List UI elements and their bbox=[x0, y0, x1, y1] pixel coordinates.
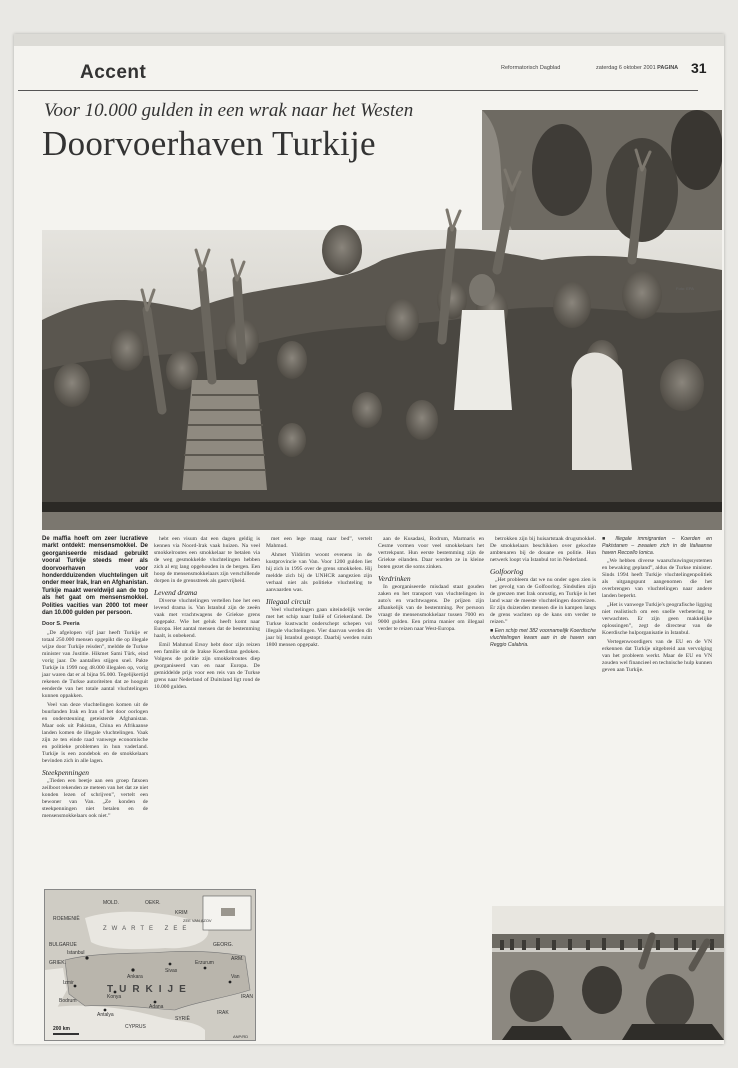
map-label: ROEMENIË bbox=[53, 916, 80, 922]
paragraph: Diverse vluchtelingen vertellen hoe het een levend drama is. Van Istanbul zijn de zeeën vaak met vrachtwagens de Griekse grens opgepakt. Wie het geluk heeft komt naar Europa. Het aantal mensen dat de bestemming haalt, is onbekend. bbox=[154, 598, 260, 639]
column-6 bbox=[602, 536, 712, 676]
subheading: Levend drama bbox=[154, 588, 198, 597]
map-label: SYRIË bbox=[175, 1016, 191, 1022]
subheading: Verdrinken bbox=[378, 574, 411, 583]
paragraph: met een lege maag naar bed”, vertelt Mahmud. bbox=[266, 536, 372, 549]
paragraph: hebt een visum dat een dagen geldig is kennen via Noord-Irak vaak huizen. Na veel smokkelroutes een smokkelaar te betalen via de weg gesmokkelde vluchtelingen hebben zich al erg lang opgehouden in de bergen. Een hoop de mensensmokkelaars zijn verschillende dorpen in de grensstreek als gastvrijheid. bbox=[154, 536, 260, 584]
column-2 bbox=[154, 536, 260, 693]
map-label: ZEE VAN AZOV bbox=[183, 918, 212, 923]
main-photo bbox=[42, 110, 722, 530]
map-label: BULGARIJE bbox=[49, 942, 77, 948]
caption-bullet: ■ bbox=[490, 628, 494, 634]
map-source: ANP/RD bbox=[233, 1034, 249, 1039]
map-label: Adana bbox=[149, 1004, 164, 1010]
caption-text: Illegale immigranten – Koerden en Pakistanen – zwaaien zich in de Italiaanse haven Reccello Ionica. bbox=[602, 536, 712, 556]
paragraph: Veel vluchtelingen gaan uiteindelijk verder met het schip naar Italië of Griekenland. De Turkse kustwacht onderschept schepen vol illegale vluchtelingen. Vier daarvan werden dit jaar bij Istanbul gestopt. Daarbij werden ruim 1800 mensen opgepakt. bbox=[266, 607, 372, 648]
paragraph: „Tieden een beetje aan een groep fatsoen zeilboot rekenden ze meteen van het dat ze niet konden lezen of schrijven”, vertelt een bewoner van Van. „Ze konden de steekpenningen niet betalen en de mensensmokkelaars ook niet.” bbox=[42, 778, 148, 820]
subheading: Golfoorlog bbox=[490, 567, 524, 576]
paragraph: „Het probleem dat we nu onder ogen zien is het gevolg van de Golfoorlog. Sindsdien zijn de grenzen met Irak onrustig, en Turkije is het land waar de meeste vluchtelingen doorreizen. Er zijn duizenden mensen die in kampen langs de grens wachten op de kans om verder te reizen.” bbox=[490, 577, 596, 625]
article-headline: Doorvoerhaven Turkije bbox=[42, 124, 376, 163]
paragraph: aan de Kusadasi, Bodrum, Marmaris en Cesme vormen voor veel smokkelaars het vertrekpunt. Hun eerste bestemming zijn de Griekse eilanden. Daar worden ze in kleine boten gezet die soms zinken. bbox=[378, 536, 484, 570]
paragraph: „We hebben diverse waarschuwingssystemen en bewaking gepland”, aldus de Turkse minister. Sinds 1994 heeft Turkije vluchtelingenpolitiek als uitgangspunt aangenomen die het overbrengen van vluchtelingen naar andere landen beperkt. bbox=[602, 558, 712, 600]
map-label: IRAN bbox=[241, 994, 253, 1000]
map-scale-bar bbox=[53, 1033, 79, 1035]
issue-date bbox=[596, 65, 678, 71]
map-label: IRAK bbox=[217, 1010, 229, 1016]
column-4 bbox=[378, 536, 484, 635]
column-3 bbox=[266, 536, 372, 651]
newspaper-page bbox=[14, 34, 724, 1044]
second-photo bbox=[492, 906, 724, 1040]
issue-date-text: zaterdag 6 oktober 2001 bbox=[596, 65, 656, 71]
photo-credit: Foto: EPA bbox=[676, 286, 694, 291]
article-intro: De maffia hoeft om zeer lucratieve markt ontdekt: mensensmokkel. De georganiseerde misdaad gebruikt vooral Turkije steeds meer als doorvoerhaven voor honderdduizenden vluchtelingen uit onder meer Irak, Iran en Afghanistan. Turkije maakt wereldwijd aan de top als het gaat om mensensmokkel. Polities vacities van 2000 tot meer dan 10.000 gulden per persoon. bbox=[42, 536, 148, 617]
paragraph: betrokken zijn bij huisartstaak drugsmokkel. De smokkelaars beschikken over gekochte ambtenaren bij de douane en politie. Hun netwerk loopt via Istanbul tot in Nederland. bbox=[490, 536, 596, 563]
article-kicker: Voor 10.000 gulden in een wrak naar het Westen bbox=[44, 100, 414, 121]
crowd-photo bbox=[42, 110, 722, 530]
paragraph: Emil Mahmud Ersoy hebt door zijn reizen een familie uit de Irakse Koerdistan gedoken. Volgens de politie zijn smokkelroutes diep georganiseerd van en naar Europa. De gemiddelde prijs voor een reis van de Turkse grens naar Nederland of Duitsland ligt rond de 10.000 gulden. bbox=[154, 642, 260, 690]
caption-bullet: ■ bbox=[602, 536, 610, 542]
paragraph: „Het is vanwege Turkije's geografische ligging niet realistisch om een snelle verbetering te verwachten. Er zijn geen makkelijke oplossingen”, zegt de directeur van de Koerdische hulporganisatie in Istanbul. bbox=[602, 602, 712, 637]
map-country-label: TURKIJE bbox=[107, 984, 192, 995]
section-title: Accent bbox=[80, 62, 147, 83]
map-label: KRIM bbox=[175, 910, 188, 916]
paragraph: Ahmet Yildirim woont evenens in de kustprovincie van Van. Voor 1200 gulden liet hij zich in 1995 over de grens smokkelen. Hij meldde zich bij de UNHCR aangezien zijn verhaal niet als politieke vluchteling te aanvaarden was. bbox=[266, 552, 372, 593]
ship-photo bbox=[492, 906, 724, 1040]
map-label: GEORG. bbox=[213, 942, 234, 948]
map-label: Istanbul bbox=[67, 950, 85, 956]
map-label: Sivas bbox=[165, 968, 178, 974]
top-strip bbox=[14, 34, 724, 46]
column-1 bbox=[42, 536, 148, 822]
subheading: Steekpenningen bbox=[42, 768, 90, 778]
map-label: OEKR. bbox=[145, 900, 161, 906]
map-label: GRIEK. bbox=[49, 960, 66, 966]
map-label: CYPRUS bbox=[125, 1024, 146, 1030]
photo-caption-2 bbox=[490, 628, 596, 648]
column-5 bbox=[490, 536, 596, 650]
masthead-rule bbox=[18, 90, 698, 91]
caption-text: Een schip met 382 voornamelijk Koerdische vluchtelingen kwam aan in de haven van Reggio Calabria. bbox=[490, 628, 596, 648]
map-label: Konya bbox=[107, 994, 122, 1000]
page-number: 31 bbox=[691, 60, 707, 76]
map-label: MOLD. bbox=[103, 900, 119, 906]
turkey-map bbox=[44, 889, 256, 1041]
map-label: Izmir bbox=[63, 980, 74, 986]
map-scale-label: 200 km bbox=[53, 1026, 70, 1032]
paragraph: In georganiseerde misdaad staat gouden zaken en het transport van vluchtelingen in auto's en vrachtwagens. De prijzen zijn afhankelijk van de bestemming. Per persoon vraagt de mensensmokkelaar tussen 7000 en 9000 gulden. Een prima manier om illegaal verder te reizen naar West-Europa. bbox=[378, 584, 484, 632]
subheading: Illegaal circuit bbox=[266, 597, 311, 606]
page-label: PAGINA bbox=[657, 65, 679, 71]
map-label: Van bbox=[231, 974, 240, 980]
paragraph: Vertegenwoordigers van de EU en de VN erkennen dat Turkije uitgebreid aan vervolging van het probleem werkt. Maar de EU en VN zouden wel financieel en technische hulp kunnen geven aan Turkije. bbox=[602, 639, 712, 674]
paragraph: „De afgelopen vijf jaar heeft Turkije er totaal 250.000 mensen opgepikt die op illegale wijze door Turkije reisden”, meldde de Turkse minister van Justitie. Hikmet Sami Türk, eind vorig jaar. De aantallen stijgen snel. Pakte Turkije in 1999 nog 48.000 illegalen op, vorig jaar waren dat er al bijna 95.000. Tegelijkertijd rekenen de Turkse autoriteiten dat ze hooguit eenderde van het totale aantal vluchtelingen kunnen oppakken. bbox=[42, 630, 148, 700]
photo-caption-1 bbox=[602, 536, 712, 556]
map-label: Ankara bbox=[127, 974, 143, 980]
map-sea-label: ZWARTE ZEE bbox=[103, 926, 192, 932]
map-label: Erzurum bbox=[195, 960, 214, 966]
map-label: Bodrum bbox=[59, 998, 77, 1004]
map-label: Antalya bbox=[97, 1012, 114, 1018]
paragraph: Veel van deze vluchtelingen komen uit de buurlanden Irak en Iran of het door oorlogen en ondersteuning geteisterde Afghanistan. Maar ook uit Pakistan, China en Afrikaanse landen komen de illegale vluchtelingen. Vaak zijn ze ten einde raad vanwege economische en politieke problemen in hun vaderland. Turkije is een zondebok en de smokkelaars bevinden zich in alle lagen. bbox=[42, 702, 148, 765]
paper-name: Reformatorisch Dagblad bbox=[501, 65, 561, 71]
map-label: ARM. bbox=[231, 956, 244, 962]
article-byline: Door S. Peeria bbox=[42, 621, 80, 628]
map-graphic bbox=[45, 890, 256, 1041]
